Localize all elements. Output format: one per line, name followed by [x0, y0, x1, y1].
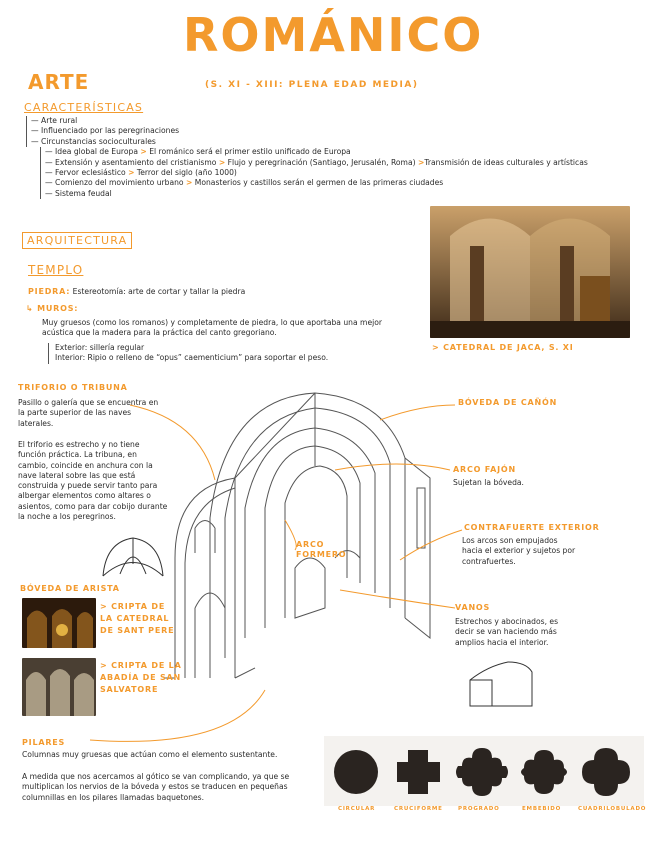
list-item: — Comienzo del movimiento urbano > Monasterios y castillos serán el germen de las primeras ciudades	[45, 178, 444, 188]
caracteristicas-heading: CARACTERÍSTICAS	[24, 101, 144, 114]
list-item: — Arte rural	[31, 116, 78, 125]
shape-label: CRUCIFORME	[394, 806, 443, 812]
pilar-circular-shape	[334, 750, 378, 794]
cripta-sant-pere-caption: > CRIPTA DE LA CATEDRAL DE SANT PERE	[100, 602, 175, 635]
vano-drawing	[468, 658, 540, 708]
list-item: — Idea global de Europa > El románico será el primer estilo unificado de Europa	[45, 147, 351, 157]
muros-label: ↳ MUROS:	[26, 304, 79, 313]
arco-fajon-text: Sujetan la bóveda.	[453, 478, 524, 487]
list-item: Interior: Ripio o relleno de “opus” caementicium” para soportar el peso.	[55, 353, 329, 363]
templo-heading: TEMPLO	[28, 263, 84, 277]
shape-label: PROGRADO	[458, 806, 500, 812]
list-item: — Sistema feudal	[45, 188, 112, 198]
cripta-san-salvatore-caption: > CRIPTA DE LA ABADÍA DE SAN SALVATORE	[100, 661, 182, 694]
list-item: — Extensión y asentamiento del cristianismo > Flujo y peregrinación (Santiago, Jerusalén, Roma) >Transmisión de ideas culturales y artísticas	[45, 157, 588, 167]
triforio-text-2: El triforio es estrecho y no tiene función práctica. La tribuna, en cambio, coincide en anchura con la nave lateral sobre las que está construida y puede servir tanto para albergar elementos como altares o asientos, como para dar cobijo durante la noche a los peregrinos.	[18, 440, 168, 522]
pilares-shape-labels	[324, 806, 647, 820]
boveda-arista-drawing	[100, 534, 166, 578]
list-item: — Circunstancias socioculturales	[31, 136, 156, 146]
triforio-text-1: Pasillo o galería que se encuentra en la parte superior de las naves laterales.	[18, 398, 159, 428]
page-subtitle: (S. XI - XIII: PLENA EDAD MEDIA)	[205, 80, 419, 90]
piedra-label: PIEDRA:	[28, 287, 71, 296]
pilares-text-1: Columnas muy gruesas que actúan como el elemento sustentante.	[22, 750, 278, 759]
pilares-shapes	[324, 736, 644, 806]
shape-label: CUADRILOBULADO	[578, 806, 647, 812]
cripta-sant-pere-photo	[22, 598, 96, 648]
arco-formero-label: ARCO FORMERO	[296, 540, 347, 559]
catedral-caption: > CATEDRAL DE JACA, S. XI	[432, 343, 574, 352]
contrafuerte-label: CONTRAFUERTE EXTERIOR	[464, 523, 600, 532]
boveda-arista-label: BÓVEDA DE ARISTA	[20, 584, 120, 593]
arco-fajon-label: ARCO FAJÓN	[453, 465, 517, 474]
pilares-label: PILARES	[22, 738, 66, 747]
list-item: — Fervor eclesiástico > Terror del siglo (año 1000)	[45, 168, 237, 178]
pilares-text-2: A medida que nos acercamos al gótico se van complicando, ya que se multiplican los nervios de la bóveda y estos se traducen en pequeñas columnillas en los pilares llamadas baquetones.	[22, 772, 290, 802]
triforio-label: TRIFORIO O TRIBUNA	[18, 383, 128, 392]
cripta-san-salvatore-photo	[22, 658, 96, 716]
page-title: ROMÁNICO	[183, 8, 484, 62]
shape-label: CIRCULAR	[338, 806, 376, 812]
vanos-label: VANOS	[455, 603, 491, 612]
vanos-text: Estrechos y abocinados, es decir se van haciendo más amplios hacia el interior.	[455, 617, 559, 647]
shape-label: EMBEBIDO	[522, 806, 562, 812]
muros-text: Muy gruesos (como los romanos) y completamente de piedra, lo que aportaba una mejor acústica que la madera para la práctica del canto gregoriano.	[42, 318, 383, 338]
arquitectura-heading: ARQUITECTURA	[22, 232, 132, 249]
list-item: Exterior: sillería regular	[55, 343, 145, 352]
list-item: — Influenciado por las peregrinaciones	[31, 126, 180, 136]
piedra-text: Estereotomía: arte de cortar y tallar la piedra	[72, 287, 246, 296]
contrafuerte-text: Los arcos son empujados hacia el exterior y sujetos por contrafuertes.	[462, 536, 576, 566]
arte-heading: ARTE	[28, 70, 90, 94]
boveda-canon-label: BÓVEDA DE CAÑÓN	[458, 398, 558, 407]
